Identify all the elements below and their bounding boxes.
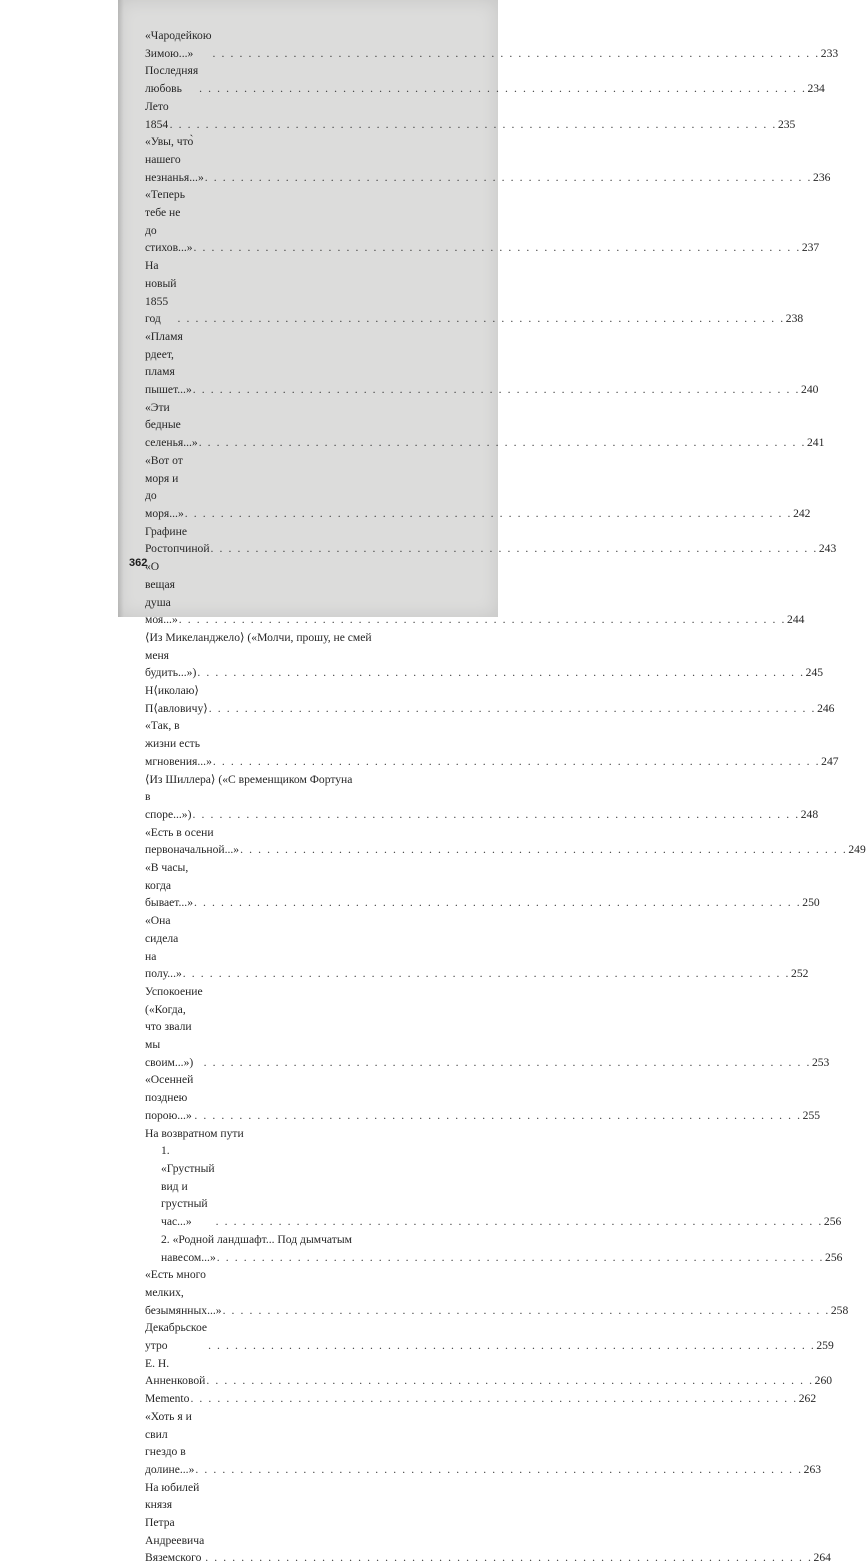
toc-entry-page: 240 xyxy=(801,383,819,397)
toc-entry-page: 262 xyxy=(798,1392,817,1406)
leader-dots xyxy=(203,1054,812,1072)
toc-entry xyxy=(145,27,839,62)
leader-dots xyxy=(192,381,801,399)
toc-entry xyxy=(145,257,804,328)
toc-entry xyxy=(145,62,825,97)
toc-entry-title: «Осенней позднею порою...» xyxy=(145,1073,194,1122)
toc-entry xyxy=(145,983,830,1072)
toc-entry-title: Декабрьское утро xyxy=(145,1321,208,1353)
toc-entry xyxy=(145,452,811,523)
leader-dots xyxy=(182,965,791,983)
toc-entry-page: 242 xyxy=(793,506,811,520)
toc-entry-title: Лето 1854 xyxy=(145,99,169,131)
leader-dots xyxy=(239,841,848,859)
leader-dots xyxy=(198,80,807,98)
toc-entry xyxy=(145,1390,817,1408)
leader-dots xyxy=(191,806,800,824)
toc-entry-first-line: 2. «Родной ландшафт... Под дымчатым xyxy=(161,1232,352,1246)
toc-entry-title: «Так, в жизни есть мгновения...» xyxy=(145,719,212,768)
toc-entry-page: 264 xyxy=(813,1551,831,1565)
toc-entry-page: 258 xyxy=(830,1303,849,1317)
toc-entry-title: На юбилей князя Петра Андреевича Вяземского xyxy=(145,1480,205,1565)
leader-dots xyxy=(178,611,787,629)
leader-dots xyxy=(193,1107,802,1125)
toc-entry-title: Последняя любовь xyxy=(145,64,199,96)
page-number: 362 xyxy=(129,557,148,569)
toc-entry-first-line: ⟨Из Микеланджело⟩ («Молчи, прошу, не смей xyxy=(145,630,372,644)
toc-entry xyxy=(145,717,839,770)
toc-entry-page: 243 xyxy=(818,542,837,556)
toc-entry-title: 1. «Грустный вид и грустный час...» xyxy=(161,1144,215,1229)
toc-entry-title: «Пламя рдеет, пламя пышет...» xyxy=(145,329,192,397)
toc-entry-page: 244 xyxy=(787,613,805,627)
leader-dots xyxy=(189,1390,798,1408)
toc-entry-title: «Есть много мелких, безымянных...» xyxy=(145,1268,222,1317)
toc-entry-page: 259 xyxy=(816,1339,834,1353)
toc-entry-page: 233 xyxy=(820,46,839,60)
leader-dots xyxy=(212,45,821,63)
toc-entry-title: «Вот от моря и до моря...» xyxy=(145,453,184,520)
leader-dots xyxy=(204,1549,813,1567)
toc-entry xyxy=(145,788,819,823)
toc-entry-page: 247 xyxy=(821,754,839,768)
leader-dots xyxy=(207,1337,816,1355)
toc-entry-title: Успокоение («Когда, что звали мы своим...») xyxy=(145,984,203,1069)
toc-entry xyxy=(145,523,837,558)
toc-entry xyxy=(145,912,809,983)
toc-entry-page: 246 xyxy=(817,701,835,715)
toc-entry-page: 237 xyxy=(801,241,820,255)
toc-entry xyxy=(145,98,796,133)
toc-entry-title: в споре...») xyxy=(145,790,192,821)
toc-entry xyxy=(145,682,835,717)
toc-entry xyxy=(145,1319,834,1354)
toc-entry xyxy=(145,328,819,399)
toc-entry-title: «В часы, когда бывает...» xyxy=(145,861,193,910)
leader-dots xyxy=(196,664,805,682)
toc-entry-title: «Теперь тебе не до стихов...» xyxy=(145,188,193,255)
leader-dots xyxy=(198,434,807,452)
toc-entry-title: меня будить...») xyxy=(145,648,197,680)
toc-entry-page: 260 xyxy=(814,1374,833,1388)
toc-entry-title: «Есть в осени первоначальной...» xyxy=(145,825,240,857)
toc-entry-page: 256 xyxy=(823,1215,842,1229)
toc-section-heading: На возвратном пути xyxy=(145,1126,244,1140)
toc-entry-first-line: ⟨Из Шиллера⟩ («С временщиком Фортуна xyxy=(145,772,353,786)
toc-entry xyxy=(145,1479,831,1567)
toc-entry-title: навесом...» xyxy=(161,1250,216,1264)
toc-entry xyxy=(145,1142,842,1231)
toc-entry-title: Графине Ростопчиной xyxy=(145,524,210,556)
toc-entry-page: 248 xyxy=(800,807,819,821)
table-of-contents xyxy=(145,27,866,1567)
toc-entry-page: 238 xyxy=(785,312,804,326)
leader-dots xyxy=(184,505,793,523)
leader-dots xyxy=(216,1249,825,1267)
toc-entry-title: «Она сидела на полу...» xyxy=(145,914,182,981)
leader-dots xyxy=(193,894,802,912)
toc-entry-title: «Чародейкою Зимою...» xyxy=(145,29,212,60)
toc-entry-title: «Хоть я и свил гнездо в долине...» xyxy=(145,1409,195,1476)
leader-dots xyxy=(205,1372,814,1390)
leader-dots xyxy=(194,1461,803,1479)
toc-entry xyxy=(145,1071,821,1124)
toc-entry-title: «Увы, что̀ нашего незнанья...» xyxy=(145,135,204,184)
leader-dots xyxy=(222,1302,831,1320)
toc-entry-title: «Эти бедные селенья...» xyxy=(145,400,198,450)
toc-entry-page: 241 xyxy=(806,436,825,450)
toc-entry-page: 235 xyxy=(777,117,796,131)
leader-dots xyxy=(208,700,817,718)
toc-entry-title: На новый 1855 год xyxy=(145,259,177,326)
toc-entry-title: Е. Н. Анненковой xyxy=(145,1356,206,1388)
toc-entry-page: 263 xyxy=(803,1462,822,1476)
leader-dots xyxy=(210,540,819,558)
toc-entry-page: 252 xyxy=(791,967,809,981)
toc-entry-title: Memento xyxy=(145,1392,190,1406)
leader-dots xyxy=(212,753,821,771)
toc-entry-page: 234 xyxy=(807,82,825,96)
toc-entry-page: 253 xyxy=(811,1055,830,1069)
toc-entry xyxy=(145,558,805,629)
toc-entry-page: 255 xyxy=(802,1108,821,1122)
toc-entry xyxy=(145,647,824,682)
toc-entry xyxy=(145,133,831,186)
toc-entry-title: Н⟨иколаю⟩ П⟨авловичу⟩ xyxy=(145,684,208,715)
toc-entry xyxy=(145,1408,822,1479)
leader-dots xyxy=(215,1213,824,1231)
leader-dots xyxy=(176,310,785,328)
toc-entry-page: 249 xyxy=(848,843,866,857)
toc-entry-page: 236 xyxy=(813,170,831,184)
toc-entry-page: 245 xyxy=(805,666,824,680)
toc-entry xyxy=(145,1355,833,1390)
toc-entry xyxy=(145,1249,843,1267)
toc-entry xyxy=(145,859,820,912)
toc-entry xyxy=(145,399,825,452)
leader-dots xyxy=(204,169,813,187)
toc-entry-title: «О вещая душа моя...» xyxy=(145,560,178,627)
leader-dots xyxy=(193,239,802,257)
toc-entry-page: 250 xyxy=(802,896,820,910)
toc-entry xyxy=(145,824,866,859)
toc-entry-page: 256 xyxy=(825,1250,843,1264)
toc-entry xyxy=(145,186,820,257)
toc-entry xyxy=(145,1266,849,1319)
leader-dots xyxy=(169,116,778,134)
